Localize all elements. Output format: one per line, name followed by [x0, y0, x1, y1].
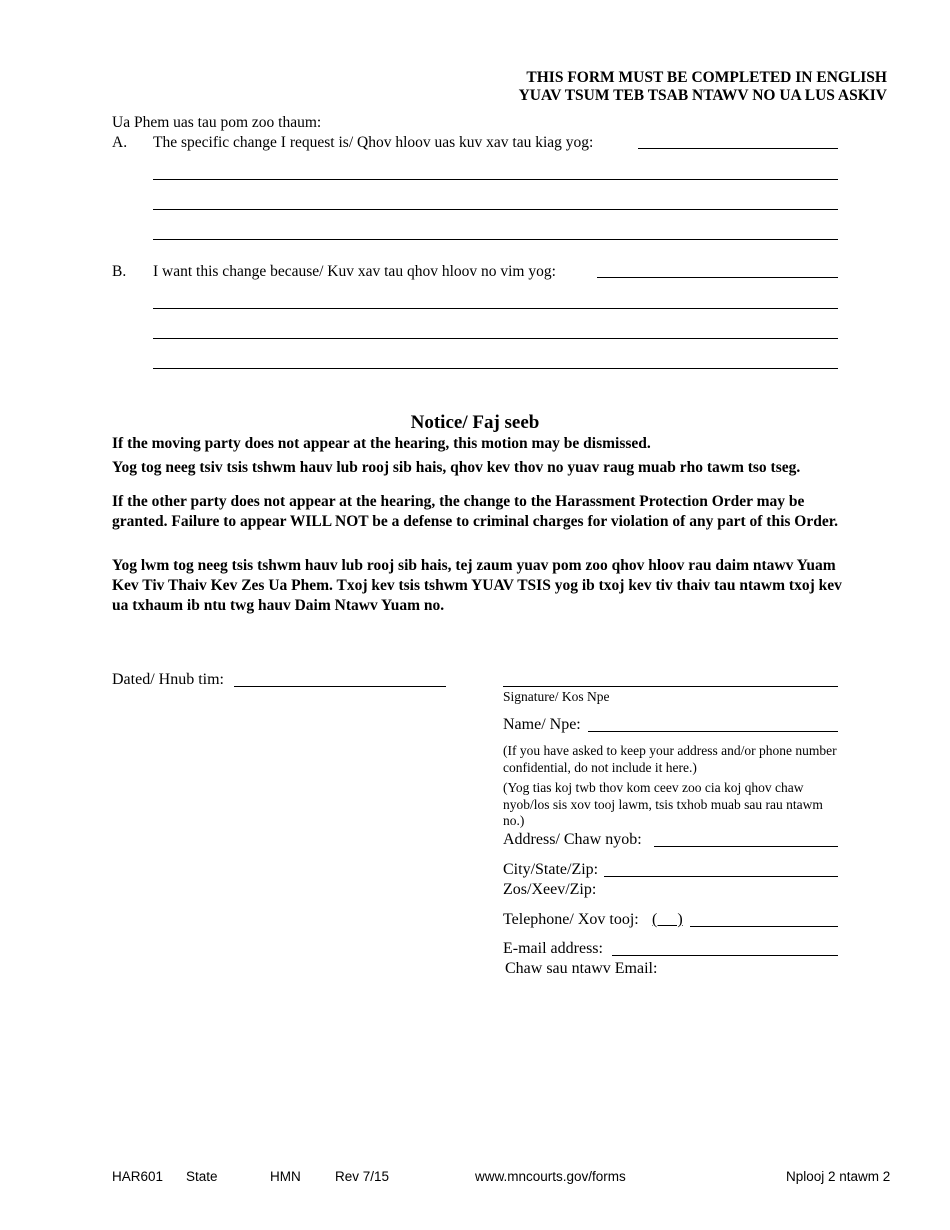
dated-label: Dated/ Hnub tim:: [112, 671, 224, 688]
signature-input-line[interactable]: [503, 686, 838, 687]
footer-state: State: [186, 1169, 218, 1184]
section-a-input-line-1[interactable]: [638, 148, 838, 149]
notice-para2-hmong: Yog lwm tog neeg tsis tshwm hauv lub rooj sib hais, tej zaum yuav pom zoo qhov hloov rau daim ntawv Yuam Kev Tiv Thaiv Kev Zes Ua Phem. Txoj kev tsis tshwm YUAV TSIS yog ib txoj kev tiv thaiv tau ntawm txoj kev ua txhaum ib ntu twg hauv Daim Ntawv Yuam no.: [112, 557, 842, 614]
telephone-label: Telephone/ Xov tooj:: [503, 911, 639, 928]
footer-form-code: HAR601: [112, 1169, 164, 1184]
city-state-zip-label: City/State/Zip:: [503, 861, 599, 878]
footer-page-number: Nplooj 2 ntawm 2: [786, 1169, 891, 1184]
address-label: Address/ Chaw nyob:: [503, 831, 642, 848]
name-input-line[interactable]: [588, 731, 838, 732]
city-state-zip-input-line[interactable]: [604, 876, 838, 877]
notice-title: Notice/ Faj seeb: [410, 412, 540, 433]
email-label-hmong: Chaw sau ntawv Email:: [505, 960, 658, 977]
language-notice-hmong: YUAV TSUM TEB TSAB NTAWV NO UA LUS ASKIV: [518, 87, 887, 104]
confidential-note-hmong: (Yog tias koj twb thov kom ceev zoo cia koj qhov chaw nyob/los sis xov tooj lawm, tsis txhob muab sau rau ntawm no.): [503, 780, 823, 828]
notice-para1-hmong: Yog tog neeg tsiv tsis tshwm hauv lub rooj sib hais, qhov kev thov no yuav raug muab rho tawm tso tseg.: [112, 459, 801, 476]
dated-input-line[interactable]: [234, 686, 446, 687]
section-a-input-line-3[interactable]: [153, 209, 838, 210]
telephone-input-line[interactable]: [690, 926, 838, 927]
section-a-letter: A.: [112, 134, 128, 151]
notice-para1-english: If the moving party does not appear at the hearing, this motion may be dismissed.: [112, 435, 651, 452]
section-b-input-line-3[interactable]: [153, 338, 838, 339]
section-b-label: I want this change because/ Kuv xav tau qhov hloov no vim yog:: [153, 263, 556, 280]
section-a-input-line-4[interactable]: [153, 239, 838, 240]
email-input-line[interactable]: [612, 955, 838, 956]
section-b-input-line-2[interactable]: [153, 308, 838, 309]
telephone-area-code: ( ): [652, 911, 683, 928]
name-label: Name/ Npe:: [503, 716, 581, 733]
footer-revision: Rev 7/15: [335, 1169, 390, 1184]
address-input-line[interactable]: [654, 846, 838, 847]
section-a-label: The specific change I request is/ Qhov hloov uas kuv xav tau kiag yog:: [153, 134, 594, 151]
confidential-note-english: (If you have asked to keep your address and/or phone number confidential, do not include it here.): [503, 743, 837, 775]
form-language-notice: [519, 69, 887, 105]
section-b-input-line-1[interactable]: [597, 277, 838, 278]
section-b-input-line-4[interactable]: [153, 368, 838, 369]
notice-para2-english: If the other party does not appear at the hearing, the change to the Harassment Protection Order may be granted. Failure to appear WILL NOT be a defense to criminal charges for violation of any part of this Order.: [112, 493, 839, 530]
signature-label: Signature/ Kos Npe: [503, 689, 610, 704]
section-a-input-line-2[interactable]: [153, 179, 838, 180]
intro-text: Ua Phem uas tau pom zoo thaum:: [112, 114, 322, 131]
footer-url[interactable]: www.mncourts.gov/forms: [475, 1169, 626, 1184]
language-notice-english: THIS FORM MUST BE COMPLETED IN ENGLISH: [526, 69, 887, 86]
email-label: E-mail address:: [503, 940, 603, 957]
city-state-zip-label-hmong: Zos/Xeev/Zip:: [503, 881, 597, 898]
section-b-letter: B.: [112, 263, 127, 280]
footer-language: HMN: [270, 1169, 301, 1184]
